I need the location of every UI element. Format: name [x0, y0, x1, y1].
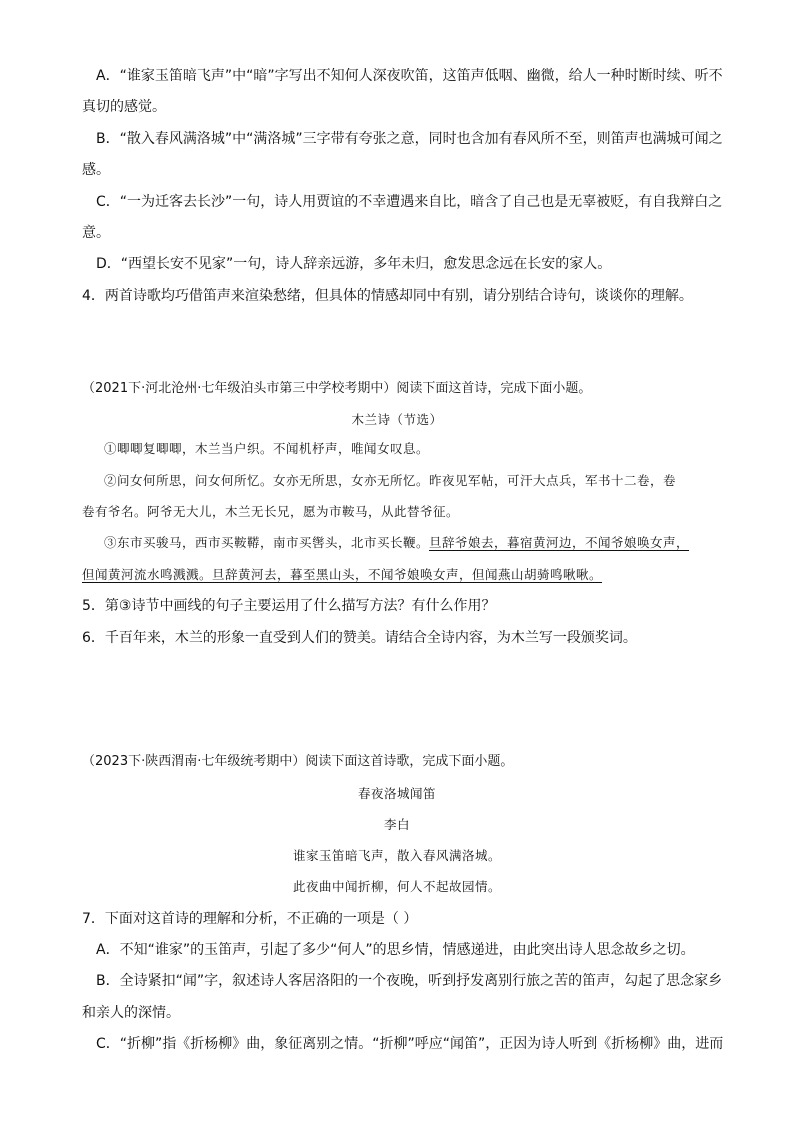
poem-stanza-3-line2-underlined: 但闻黄河流水鸣溅溅。旦辞黄河去，暮至黑山头，不闻爷娘唤女声，但闻燕山胡骑鸣啾啾。 [82, 567, 603, 582]
poem-stanza-3-underlined: 旦辞爷娘去，暮宿黄河边，不闻爷娘唤女声， [429, 535, 690, 550]
poem-stanza-3-line1 [104, 533, 689, 553]
poem-stanza-2-line1: ②问女何所思，问女何所忆。女亦无所思，女亦无所忆。昨夜见军帖，可汗大点兵，军书十二卷，卷 [104, 473, 677, 488]
poem-stanza-3-plain: ③东市买骏马，西市买鞍鞯，南市买辔头，北市买长鞭。 [104, 535, 430, 550]
q3-option-a-line2: 真切的感觉。 [82, 99, 166, 115]
question-6: 6．千百年来，木兰的形象一直受到人们的赞美。请结合全诗内容，为木兰写一段颁奖词。 [82, 630, 637, 646]
q3-option-a-line1: A．“谁家玉笛暗飞声”中“暗”字写出不知何人深夜吹笛，这笛声低咽、幽微，给人一种时断时续、听不 [96, 68, 723, 84]
q7-option-b-line2: 和亲人的深情。 [82, 1005, 180, 1021]
section3-poem-line-2: 此夜曲中闻折柳，何人不起故园情。 [292, 879, 501, 894]
q3-option-b-line2: 感。 [82, 162, 110, 178]
section2-poem-title: 木兰诗（节选） [351, 412, 443, 427]
question-4: 4．两首诗歌均巧借笛声来渲染愁绪，但具体的情感却同中有别，请分别结合诗句，谈谈你的理解。 [82, 288, 693, 304]
section2-source: （2021下·河北沧州·七年级泊头市第三中学校考期中）阅读下面这首诗，完成下面小题。 [82, 381, 592, 396]
question-7: 7．下面对这首诗的理解和分析，不正确的一项是（ ） [82, 911, 418, 927]
poem-stanza-2-line2: 卷有爷名。阿爷无大儿，木兰无长兄，愿为市鞍马，从此替爷征。 [82, 504, 460, 519]
section3-poem-title: 春夜洛城闻笛 [357, 786, 436, 801]
q7-option-c-line1: C．“折柳”指《折杨柳》曲，象征离别之情。“折柳”呼应“闻笛”，正因为诗人听到《折杨柳》曲，进而 [96, 1036, 724, 1052]
q3-option-d: D．“西望长安不见家”一句，诗人辞亲远游，多年未归，愈发思念远在长安的家人。 [96, 256, 612, 272]
q3-option-c-line2: 意。 [82, 225, 110, 241]
poem-stanza-1: ①唧唧复唧唧，木兰当户织。不闻机杼声，唯闻女叹息。 [104, 441, 430, 456]
q7-option-b-line1: B．全诗紧扣“闻”字，叙述诗人客居洛阳的一个夜晚，听到抒发离别行旅之苦的笛声，勾起了思念家乡 [96, 973, 723, 989]
q3-option-b-line1: B．“散入春风满洛城”中“满洛城”三字带有夸张之意，同时也含加有春风所不至，则笛声也满城可闻之 [96, 131, 723, 147]
section3-source: （2023下·陕西渭南·七年级统考期中）阅读下面这首诗歌，完成下面小题。 [82, 754, 514, 769]
q3-option-c-line1: C．“一为迁客去长沙”一句，诗人用贾谊的不幸遭遇来自比，暗含了自己也是无辜被贬，有自我辩白之 [96, 194, 723, 210]
section3-poem-author: 李白 [383, 817, 410, 832]
q7-option-a: A．不知“谁家”的玉笛声，引起了多少“何人”的思乡情，情感递进，由此突出诗人思念故乡之切。 [96, 942, 695, 958]
section3-poem-line-1: 谁家玉笛暗飞声，散入春风满洛城。 [292, 848, 501, 863]
question-5: 5．第③诗节中画线的句子主要运用了什么描写方法？有什么作用？ [82, 598, 496, 614]
